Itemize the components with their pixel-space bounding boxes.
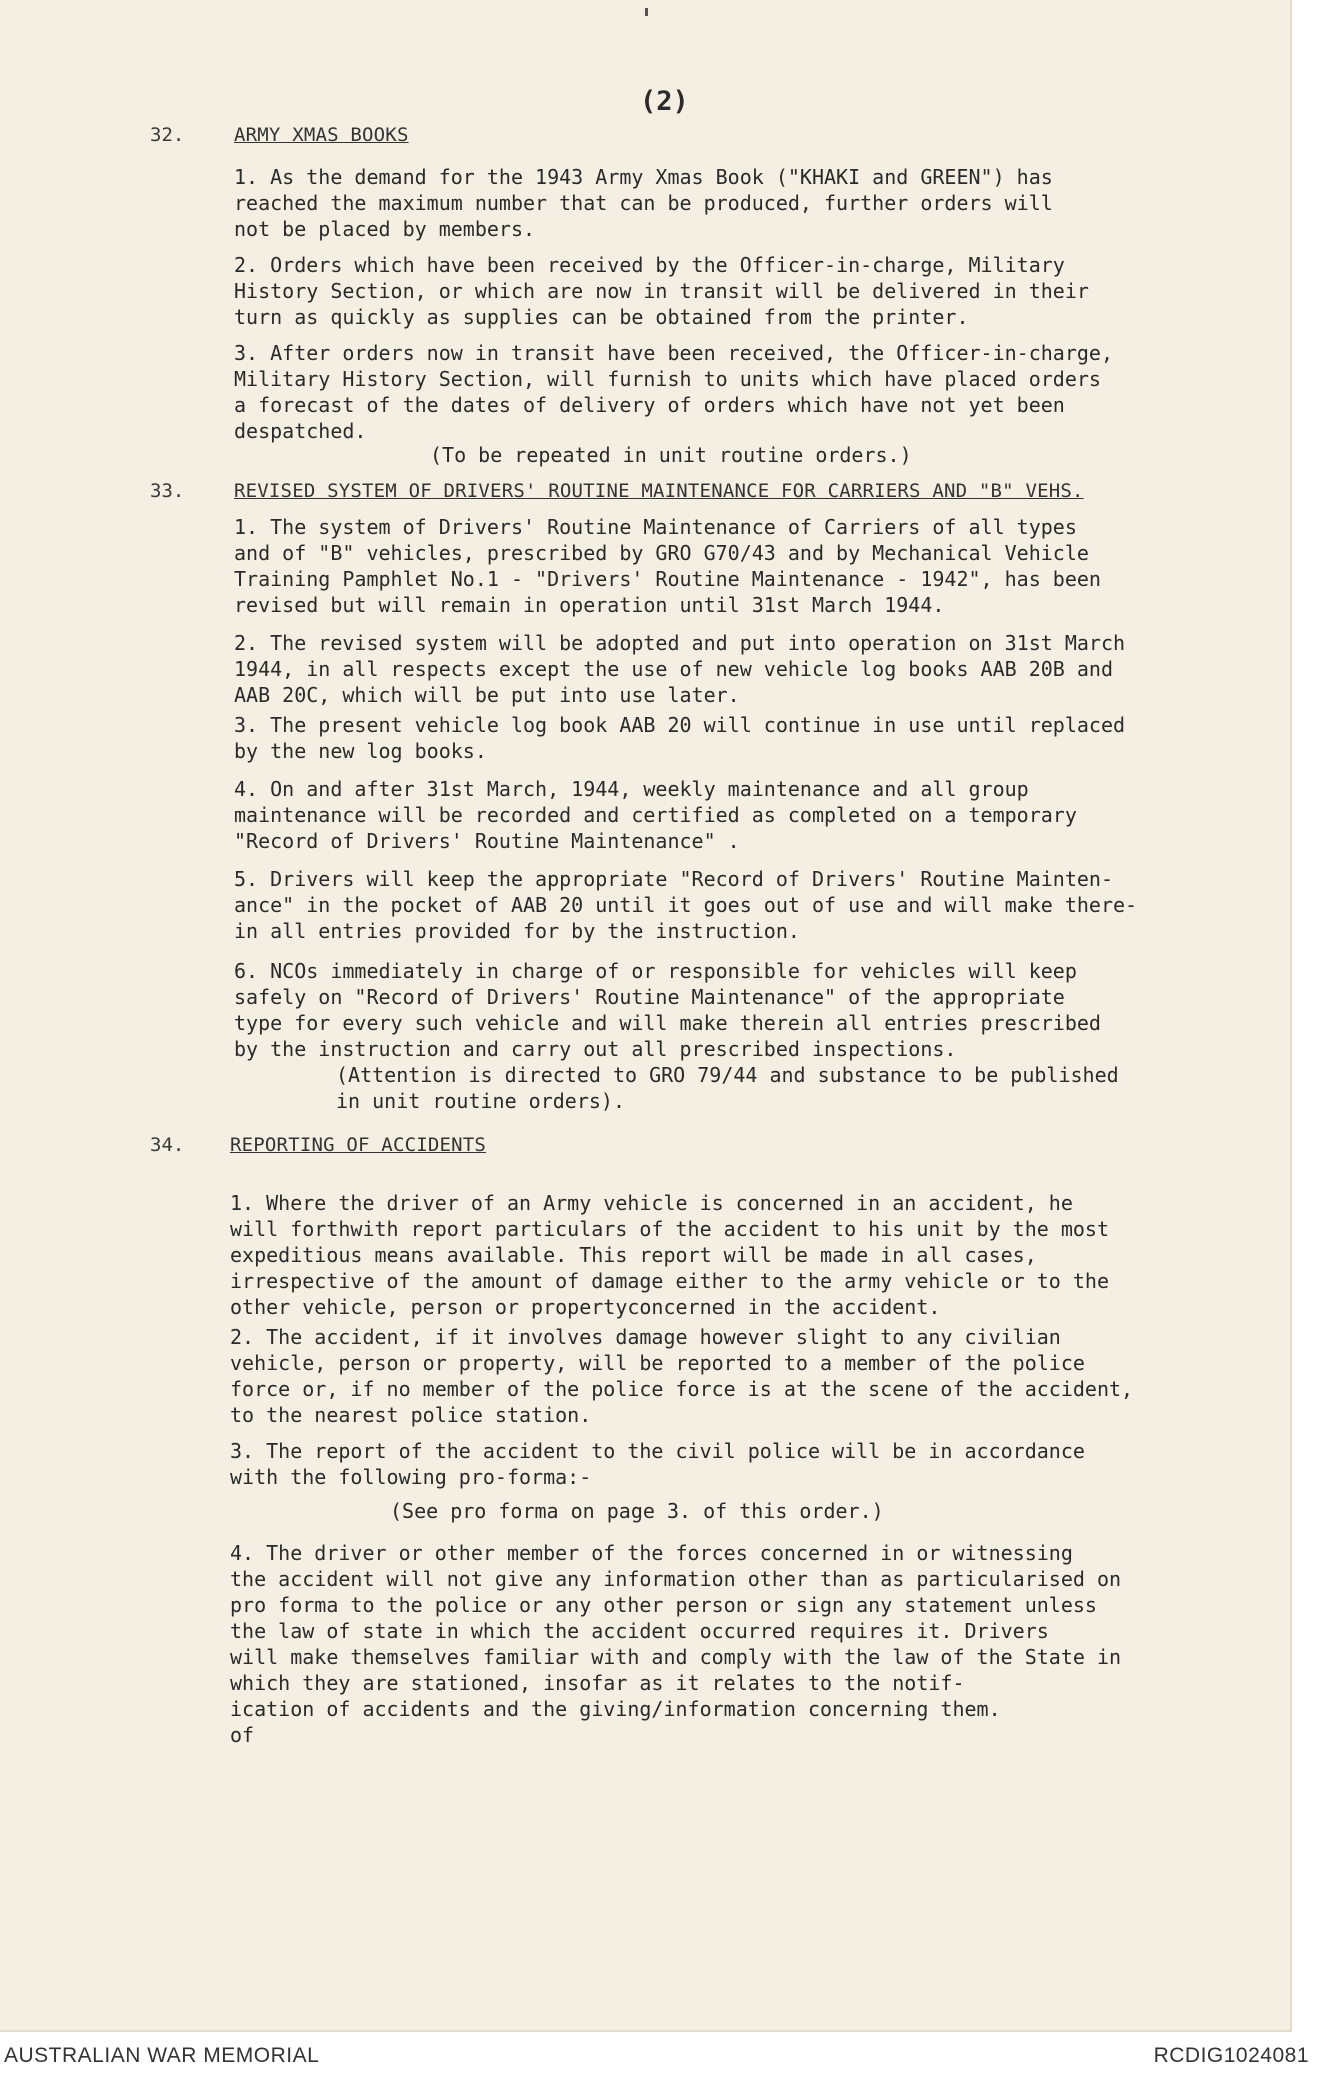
paragraph: 6. NCOs immediately in charge of or responsible for vehicles will keep safely on "Record of Drivers' Routine Maintenance" of the appropriate type for every such vehicle and will make therein all entries prescribed by the instruction and carry out all prescribed inspections. <box>234 959 1101 1061</box>
section-number: 33. <box>150 480 185 502</box>
paragraph: 3. The report of the accident to the civil police will be in accordance with the following pro-forma:- <box>230 1439 1085 1489</box>
footer-institution: AUSTRALIAN WAR MEMORIAL <box>4 2044 320 2067</box>
paragraph: 1. The system of Drivers' Routine Maintenance of Carriers of all types and of "B" vehicles, prescribed by GRO G70/43 and by Mechanical Vehicle Training Pamphlet No.1 - "Drivers' Routine Maintenance - 1942", has been revised but will remain in operation until 31st March 1944. <box>234 515 1101 617</box>
paragraph: 2. The accident, if it involves damage however slight to any civilian vehicle, person or property, will be reported to a member of the police force or, if no member of the police force is at the scene of the accident, to the nearest police station. <box>230 1325 1134 1427</box>
page-number: (2) <box>640 86 689 117</box>
paragraph: 3. After orders now in transit have been received, the Officer-in-charge, Military History Section, will furnish to units which have placed orders a forecast of the dates of delivery of orders which have not yet been despatched. <box>234 341 1113 443</box>
section-title: ARMY XMAS BOOKS <box>234 124 409 146</box>
paragraph: 5. Drivers will keep the appropriate "Record of Drivers' Routine Mainten- ance" in the pocket of AAB 20 until it goes out of use and will make there- in all entries provided for by the instruction. <box>234 867 1138 943</box>
section-note: (Attention is directed to GRO 79/44 and substance to be published in unit routine orders). <box>336 1063 1119 1113</box>
paragraph: 1. As the demand for the 1943 Army Xmas Book ("KHAKI and GREEN") has reached the maximum number that can be produced, further orders will not be placed by members. <box>234 165 1053 241</box>
staple-mark <box>645 8 648 16</box>
paragraph: 1. Where the driver of an Army vehicle is concerned in an accident, he will forthwith report particulars of the accident to his unit by the most expeditious means available. This report will be made in all cases, irrespective of the amount of damage either to the army vehicle or to the other vehicle, person or propertyconcerned in the accident. <box>230 1191 1109 1319</box>
paragraph: 2. The revised system will be adopted and put into operation on 31st March 1944, in all respects except the use of new vehicle log books AAB 20B and AAB 20C, which will be put into use later. <box>234 631 1126 707</box>
section-title: REPORTING OF ACCIDENTS <box>230 1134 487 1156</box>
section-note: (See pro forma on page 3. of this order.) <box>390 1499 884 1523</box>
paragraph: 2. Orders which have been received by the Officer-in-charge, Military History Section, or which are now in transit will be delivered in their turn as quickly as supplies can be obtained from the printer. <box>234 253 1089 329</box>
section-note: (To be repeated in unit routine orders.) <box>430 443 912 467</box>
section-title: REVISED SYSTEM OF DRIVERS' ROUTINE MAINTENANCE FOR CARRIERS AND "B" VEHS. <box>234 480 1084 502</box>
paragraph: 4. The driver or other member of the forces concerned in or witnessing the accident will not give any information other than as particularised on pro forma to the police or any other person or sign any statement unless the law of state in which the accident occurred requires it. Drivers will make themselves familiar with and comply with the law of the State in which they are stationed, insofar as it relates to the notif- ication of accidents and the giving/information concerning them. of <box>230 1541 1122 1747</box>
paragraph: 3. The present vehicle log book AAB 20 will continue in use until replaced by the new log books. <box>234 713 1126 763</box>
paragraph: 4. On and after 31st March, 1944, weekly maintenance and all group maintenance will be recorded and certified as completed on a temporary "Record of Drivers' Routine Maintenance" . <box>234 777 1077 853</box>
section-number: 34. <box>150 1134 185 1156</box>
footer-record-id: RCDIG1024081 <box>1153 2044 1309 2067</box>
section-number: 32. <box>150 124 185 146</box>
